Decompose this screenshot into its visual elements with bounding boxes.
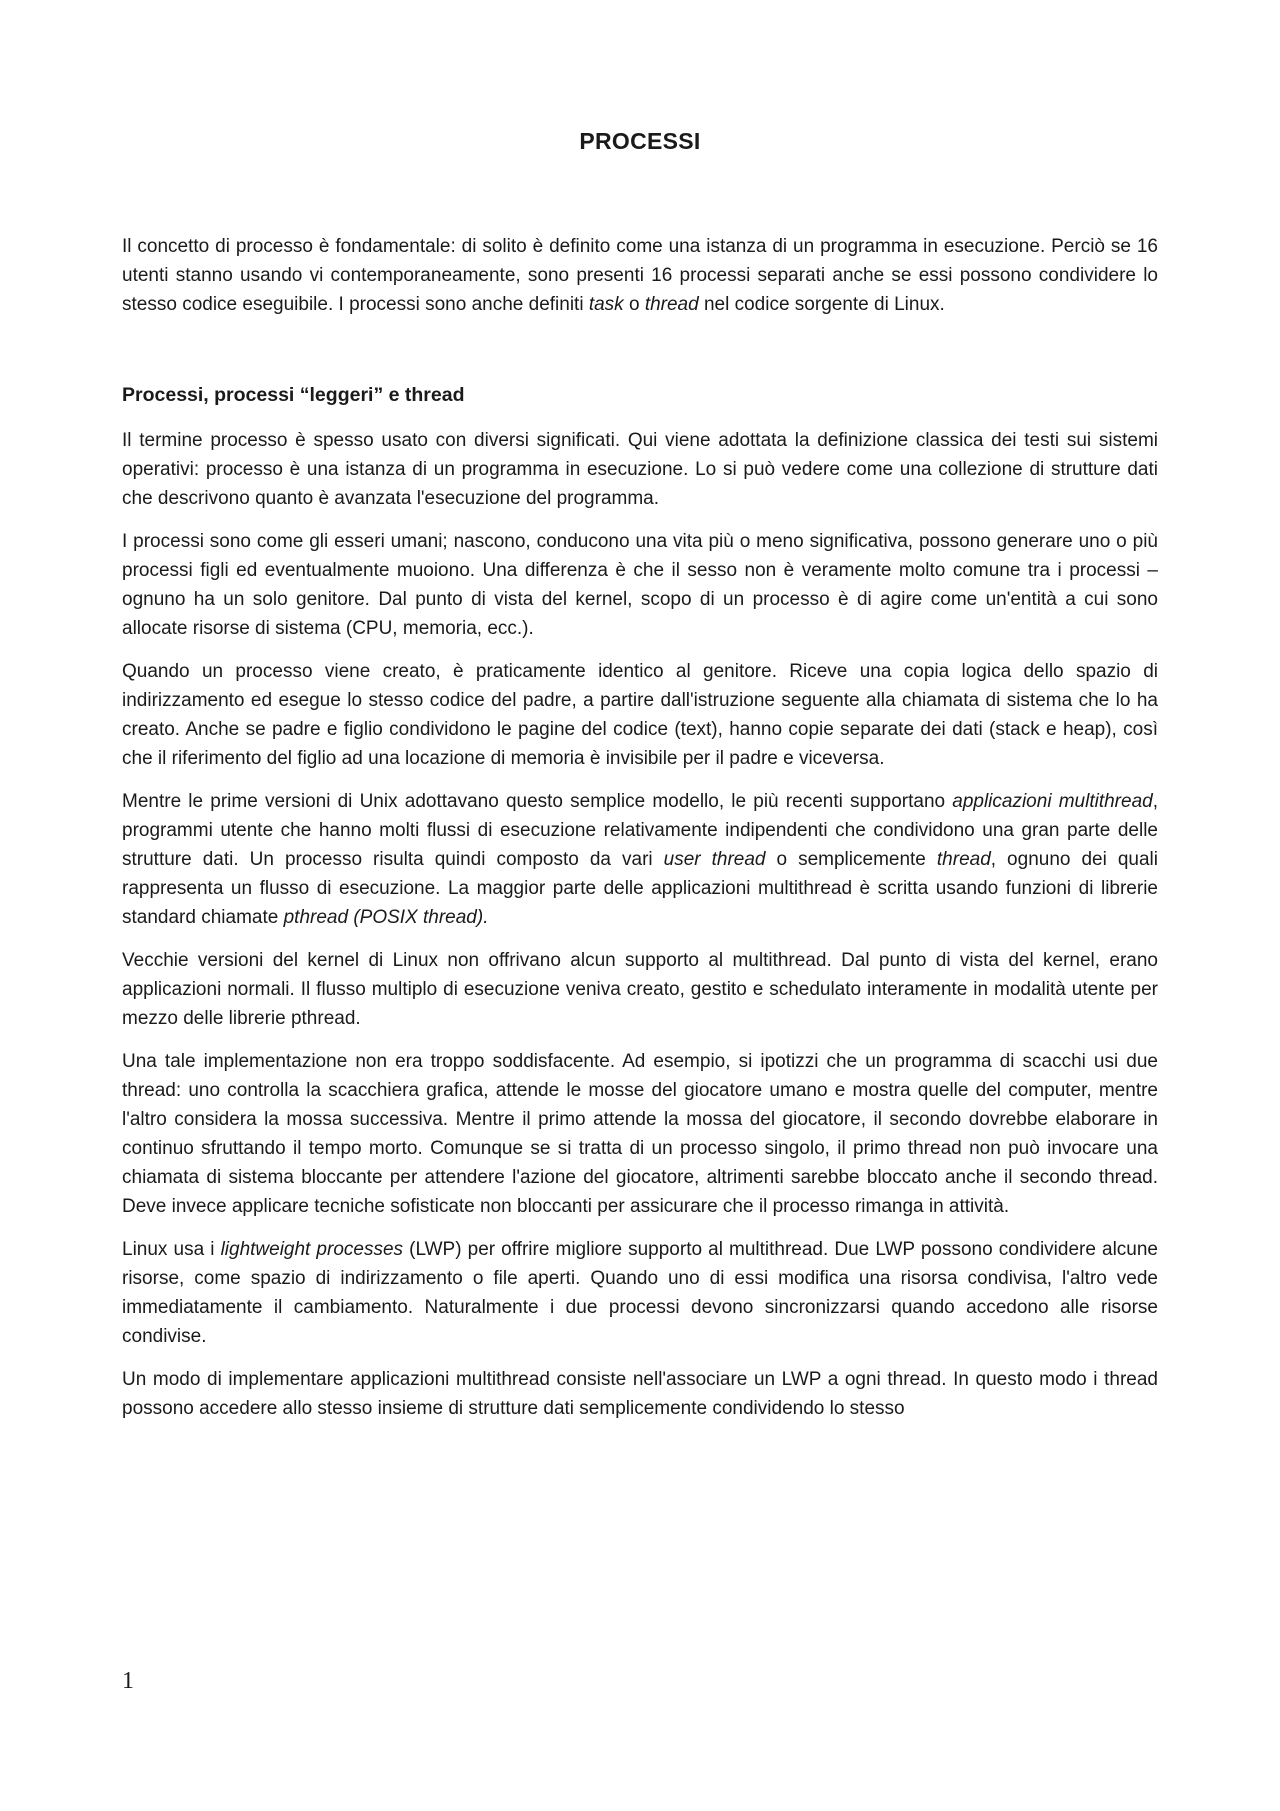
page-number: 1: [122, 1668, 134, 1694]
p7-emphasis-1: lightweight processes: [220, 1239, 404, 1260]
document-body: [122, 232, 1158, 1437]
intro-emphasis-thread: thread: [644, 294, 699, 315]
intro-text-1: Il concetto di processo è fondamentale: di solito è definito come una istanza di un programma in esecuzione. Perciò se 16 utenti stanno usando vi contemporaneamente, sono presenti 16 processi separati anche se essi possono condividere lo stesso codice eseguibile. I processi sono anche definiti: [122, 236, 1158, 315]
p7-text-2: (LWP) per offrire migliore supporto al multithread. Due LWP possono condividere alcune risorse, come spazio di indirizzamento o file aperti. Quando uno di essi modifica una risorsa condivisa, l'altro vede immediatamente il cambiamento. Naturalmente i due processi devono sincronizzarsi quando accedono alle risorse condivise.: [122, 1239, 1158, 1347]
intro-emphasis-task: task: [588, 294, 624, 315]
p4-emphasis-2: user thread: [663, 849, 766, 870]
p4-emphasis-1: applicazioni multithread: [952, 791, 1153, 812]
p4-text-3: o semplicemente: [765, 849, 937, 870]
p4-emphasis-3: thread: [936, 849, 991, 870]
p4-emphasis-4: pthread (POSIX thread).: [283, 907, 489, 928]
p4-text-4: , ognuno dei quali rappresenta un flusso di esecuzione. La maggior parte delle applicazioni multithread è scritta usando funzioni di librerie standard chiamate: [122, 849, 1158, 928]
p7-text-1: Linux usa i: [122, 1239, 221, 1260]
intro-text-3: nel codice sorgente di Linux.: [698, 294, 945, 315]
paragraph-2: I processi sono come gli esseri umani; nascono, conducono una vita più o meno significativa, possono generare uno o più processi figli ed eventualmente muoiono. Una differenza è che il sesso non è veramente molto comune tra i processi – ognuno ha un solo genitore. Dal punto di vista del kernel, scopo di un processo è di agire come un'entità a cui sono allocate risorse di sistema (CPU, memoria, ecc.).: [122, 531, 1158, 639]
paragraph-1: Il termine processo è spesso usato con diversi significati. Qui viene adottata la definizione classica dei testi sui sistemi operativi: processo è una istanza di un programma in esecuzione. Lo si può vedere come una collezione di strutture dati che descrivono quanto è avanzata l'esecuzione del programma.: [122, 430, 1158, 509]
p4-text-2: , programmi utente che hanno molti flussi di esecuzione relativamente indipendenti che condividono una gran parte delle strutture dati. Un processo risulta quindi composto da vari: [122, 791, 1158, 870]
intro-text-2: o: [623, 294, 645, 315]
p4-text-1: Mentre le prime versioni di Unix adottavano questo semplice modello, le più recenti supportano: [122, 791, 953, 812]
paragraph-6: Una tale implementazione non era troppo soddisfacente. Ad esempio, si ipotizzi che un programma di scacchi usi due thread: uno controlla la scacchiera grafica, attende le mosse del giocatore umano e mostra quelle del computer, mentre l'altro considera la mossa successiva. Mentre il primo attende la mossa del giocatore, il secondo dovrebbe elaborare in continuo sfruttando il tempo morto. Comunque se si tratta di un processo singolo, il primo thread non può invocare una chiamata di sistema bloccante per attendere l'azione del giocatore, altrimenti sarebbe bloccato anche il secondo thread. Deve invece applicare tecniche sofisticate non bloccanti per assicurare che il processo rimanga in attività.: [122, 1051, 1158, 1217]
section-heading: Processi, processi “leggeri” e thread: [122, 384, 465, 406]
paragraph-3: Quando un processo viene creato, è praticamente identico al genitore. Riceve una copia logica dello spazio di indirizzamento ed esegue lo stesso codice del padre, a partire dall'istruzione seguente alla chiamata di sistema che lo ha creato. Anche se padre e figlio condividono le pagine del codice (text), hanno copie separate dei dati (stack e heap), così che il riferimento del figlio ad una locazione di memoria è invisibile per il padre e viceversa.: [122, 661, 1158, 769]
paragraph-8: Un modo di implementare applicazioni multithread consiste nell'associare un LWP a ogni thread. In questo modo i thread possono accedere allo stesso insieme di strutture dati semplicemente condividendo lo stesso: [122, 1369, 1158, 1419]
paragraph-7: [122, 1235, 1158, 1351]
intro-paragraph: [122, 232, 1158, 319]
page-title: PROCESSI: [579, 128, 701, 154]
paragraph-4: [122, 787, 1158, 932]
paragraph-5: Vecchie versioni del kernel di Linux non offrivano alcun supporto al multithread. Dal punto di vista del kernel, erano applicazioni normali. Il flusso multiplo di esecuzione veniva creato, gestito e schedulato interamente in modalità utente per mezzo delle librerie pthread.: [122, 950, 1158, 1029]
